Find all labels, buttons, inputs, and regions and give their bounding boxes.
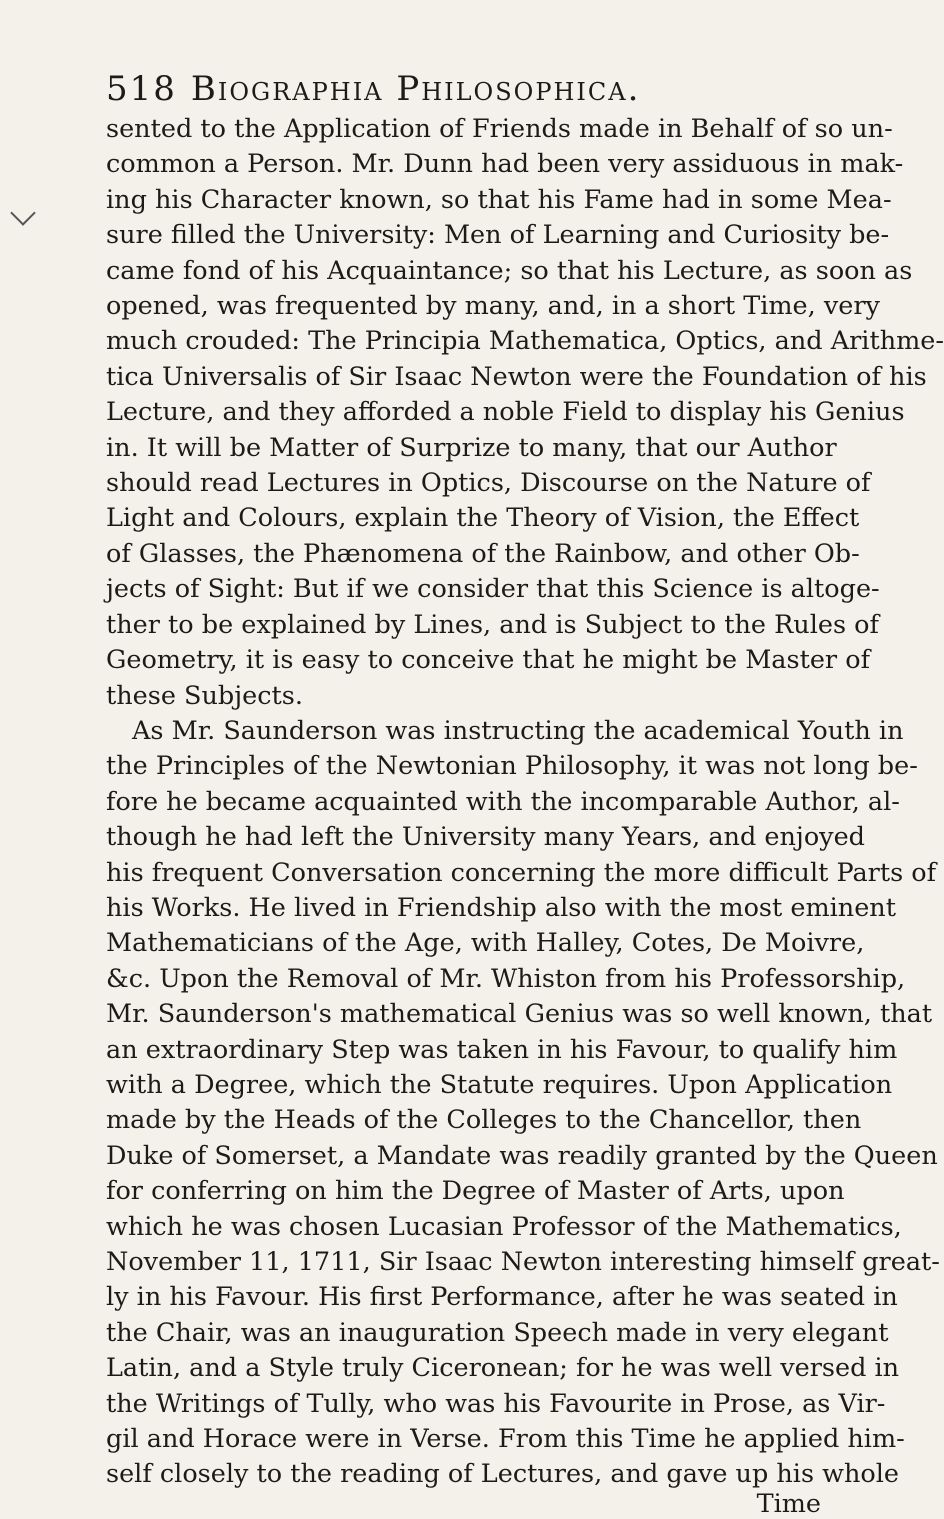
paragraph-1: [106, 112, 944, 714]
text-line: Mathematicians of the Age, with Halley, Cotes, De Moivre,: [106, 928, 865, 959]
text-line: Light and Colours, explain the Theory of Vision, the Effect: [106, 503, 860, 534]
text-line: for conferring on him the Degree of Master of Arts, upon: [106, 1176, 845, 1207]
text-line: though he had left the University many Years, and enjoyed: [106, 822, 865, 853]
text-line: the Writings of Tully, who was his Favourite in Prose, as Vir-: [106, 1388, 886, 1419]
text-line: tica Universalis of Sir Isaac Newton were the Foundation of his: [106, 361, 927, 392]
text-line: of Glasses, the Phænomena of the Rainbow, and other Ob-: [106, 538, 860, 569]
text-line: Duke of Somerset, a Mandate was readily granted by the Queen: [106, 1140, 938, 1171]
text-line: an extraordinary Step was taken in his Favour, to qualify him: [106, 1034, 898, 1065]
text-line: self closely to the reading of Lectures, and gave up his whole: [106, 1459, 900, 1490]
paragraph-2: [106, 714, 940, 1493]
body-text: [106, 112, 944, 1493]
text-line: Latin, and a Style truly Ciceronean; for he was well versed in: [106, 1353, 900, 1384]
catchword: Time: [756, 1488, 821, 1519]
text-line: with a Degree, which the Statute requires. Upon Application: [106, 1069, 893, 1100]
running-title: Biographia Philosophica.: [190, 69, 641, 109]
text-line: &c. Upon the Removal of Mr. Whiston from his Professorship,: [106, 963, 906, 994]
text-line: Mr. Saunderson's mathematical Genius was so well known, that: [106, 999, 933, 1030]
margin-check-mark: [10, 200, 35, 225]
text-line: the Chair, was an inauguration Speech made in very elegant: [106, 1317, 889, 1348]
text-line: common a Person. Mr. Dunn had been very assiduous in mak-: [106, 149, 904, 180]
running-head: [106, 69, 767, 109]
text-line: made by the Heads of the Colleges to the Chancellor, then: [106, 1105, 862, 1136]
text-line: gil and Horace were in Verse. From this Time he applied him-: [106, 1424, 905, 1455]
text-line: jects of Sight: But if we consider that this Science is altoge-: [106, 574, 880, 605]
text-line: which he was chosen Lucasian Professor of the Mathematics,: [106, 1211, 902, 1242]
text-line: the Principles of the Newtonian Philosophy, it was not long be-: [106, 751, 918, 782]
text-line: came fond of his Acquaintance; so that his Lecture, as soon as: [106, 255, 913, 286]
text-line: these Subjects.: [106, 680, 303, 711]
page-number: 518: [106, 69, 177, 109]
text-line: November 11, 1711, Sir Isaac Newton interesting himself great-: [106, 1247, 940, 1277]
text-line: sure filled the University: Men of Learning and Curiosity be-: [106, 220, 890, 251]
text-line: ther to be explained by Lines, and is Subject to the Rules of: [106, 609, 879, 640]
text-line: should read Lectures in Optics, Discourse on the Nature of: [106, 468, 871, 499]
text-line: ly in his Favour. His first Performance, after he was seated in: [106, 1282, 898, 1313]
text-line: fore he became acquainted with the incomparable Author, al-: [106, 786, 900, 817]
text-line: Lecture, and they afforded a noble Field to display his Genius: [106, 397, 905, 428]
text-line: sented to the Application of Friends made in Behalf of so un-: [106, 114, 893, 144]
text-line: As Mr. Saunderson was instructing the academical Youth in: [132, 715, 904, 746]
text-line: his Works. He lived in Friendship also with the most eminent: [106, 892, 896, 923]
text-line: much crouded: The Principia Mathematica, Optics, and Arithme-: [106, 326, 944, 357]
text-line: his frequent Conversation concerning the more difficult Parts of: [106, 857, 937, 888]
text-line: Geometry, it is easy to conceive that he might be Master of: [106, 645, 871, 676]
text-line: in. It will be Matter of Surprize to many, that our Author: [106, 432, 837, 463]
text-line: opened, was frequented by many, and, in a short Time, very: [106, 291, 880, 322]
text-line: ing his Character known, so that his Fame had in some Mea-: [106, 184, 892, 215]
